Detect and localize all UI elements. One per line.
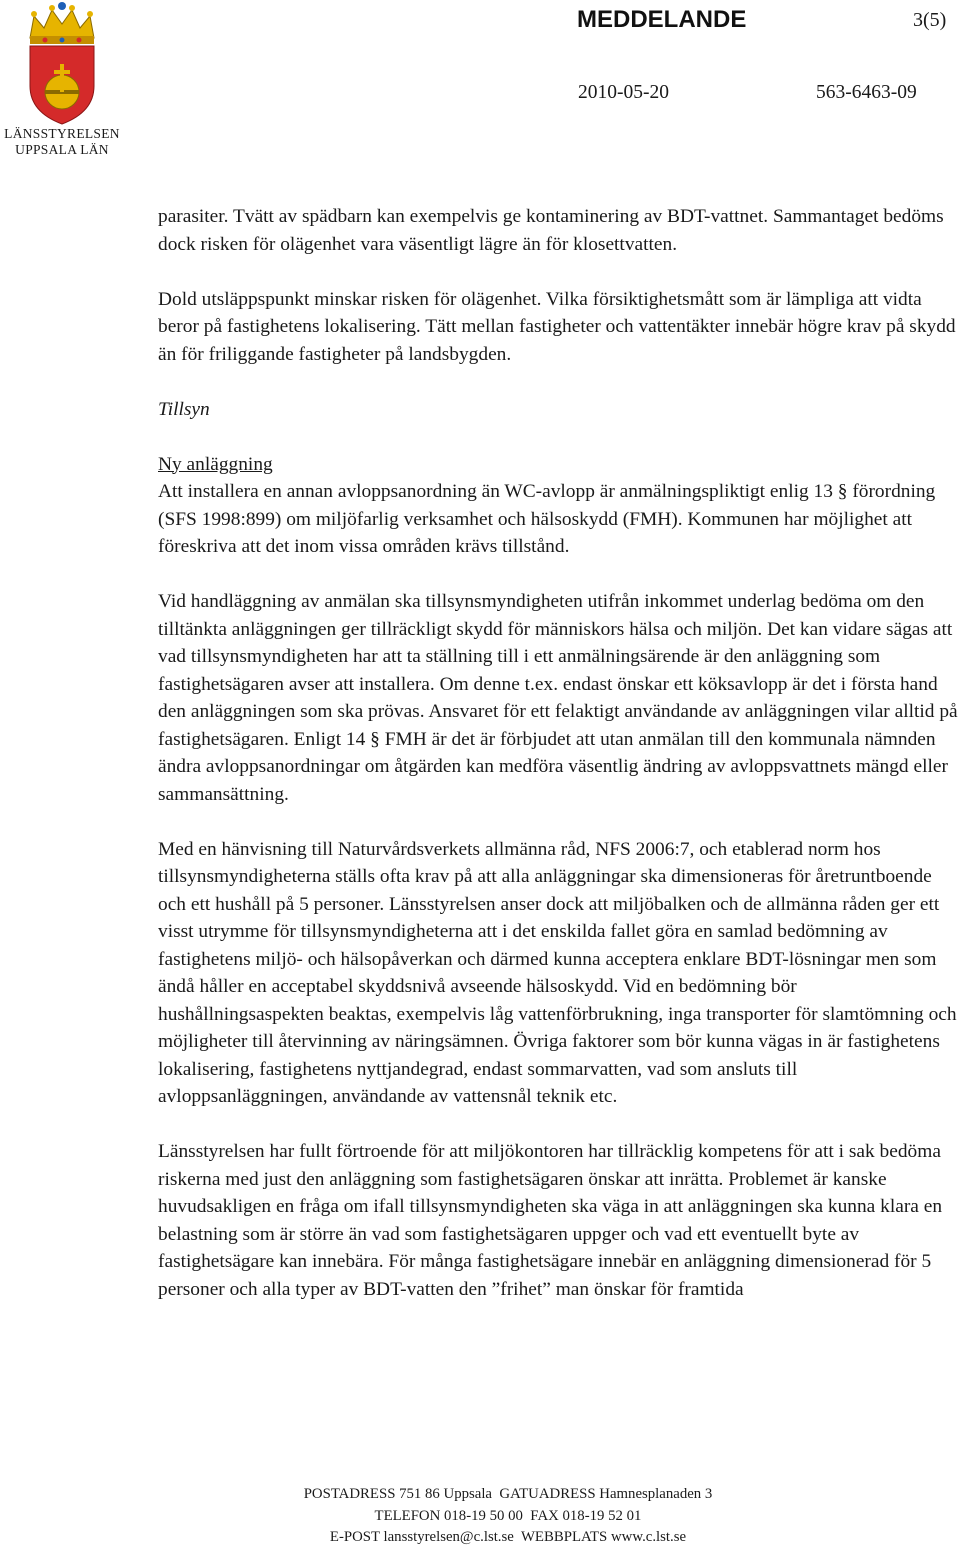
subsection-heading-ny-anlaggning: Ny anläggning <box>158 453 273 475</box>
document-date: 2010-05-20 <box>578 82 669 103</box>
section-heading-tillsyn: Tillsyn <box>158 398 210 420</box>
org-name-line1: LÄNSSTYRELSEN <box>4 126 120 141</box>
county-coat-of-arms-icon <box>0 0 124 125</box>
footer-email-web: E-POST lansstyrelsen@c.lst.se WEBBPLATS www.c.lst.se <box>329 1529 687 1545</box>
footer-phone: TELEFON 018-19 50 00 FAX 018-19 52 01 <box>374 1507 642 1524</box>
footer-address: POSTADRESS 751 86 Uppsala GATUADRESS Hamnesplanaden 3 <box>303 1486 713 1502</box>
document-type: MEDDELANDE <box>577 6 747 33</box>
paragraph: Vid handläggning av anmälan ska tillsynsmyndigheten utifrån inkommet underlag bedöma om den tilltänkta anläggningen ger tillräckligt skydd för människors hälsa och miljön. Det kan vidare sägas att vad tillsynsmyndigheten har att ta ställning till i ett anmälningsärende är den anläggning som fastighetsägaren avser att installera. Om denne t.ex. endast önskar ett köksavlopp är det i första hand den anläggningen som ska prövas. Ansvaret för ett felaktigt användande av anläggningen vilar alltid på fastighetsägaren. Enligt 14 § FMH är det är förbjudet att utan anmälan till den kommunala nämnden ändra avloppsanordningar om åtgärden kan medföra väsentlig ändring av avloppsvattnets mängd eller sammansättning. <box>158 591 958 805</box>
paragraph: Dold utsläppspunkt minskar risken för olägenhet. Vilka försiktighetsmått som är lämpliga att vidta beror på fastighetens lokalisering. Tätt mellan fastigheter och vattentäkter innebär högre krav på skydd än för friliggande fastigheter på landsbygden. <box>158 288 956 365</box>
paragraph: Med en hänvisning till Naturvårdsverkets allmänna råd, NFS 2006:7, och etablerad norm hos tillsynsmyndigheterna ställs ofta krav på att alla anläggningar ska dimensioneras för åretruntboende och ett hushåll på 5 personer. Länsstyrelsen anser dock att miljöbalken och de allmänna råden ger ett visst utrymme för tillsynsmyndigheterna att i det enskilda fallet göra en samlad bedömning av fastighetens miljö- och hälsopåverkan och därmed kunna acceptera enklare BDT-lösningar men som ändå håller en acceptabel skyddsnivå avseende hälsoskydd. Vid en bedömning bör hushållningsaspekten beaktas, exempelvis låg vattenförbrukning, inga transporter för slamtömning och möjligheter till återvinning av näringsämnen. Övriga faktorer som bör kunna vägas in är fastighetens lokalisering, fastighetens nyttjandegrad, endast sommarvatten, vad som ansluts till avloppsanläggningen, användande av vattensnål teknik etc. <box>158 838 957 1107</box>
agency-logo <box>0 0 124 160</box>
page-footer <box>0 1484 960 1549</box>
paragraph: Att installera en annan avloppsanordning än WC-avlopp är anmälningspliktigt enlig 13 § förordning (SFS 1998:899) om miljöfarlig verksamhet och hälsoskydd (FMH). Kommunen har möjlighet att föreskriva att det inom vissa områden krävs tillstånd. <box>158 481 936 557</box>
org-name-line2: UPPSALA LÄN <box>15 142 109 157</box>
paragraph: Länsstyrelsen har fullt förtroende för att miljökontoren har tillräcklig kompetens för att i sak bedöma riskerna med just den anläggning som fastighetsägaren önskar att inrätta. Problemet är kanske huvudsakligen en fråga om ifall tillsynsmyndigheten ska väga in att anläggningen ska kunna klara en belastning som är större än vad som fastighetsägaren uppger och vad ett eventuellt byte av fastighetsägare kan innebära. För många fastighetsägare innebär en anläggning dimensionerad för 5 personer och alla typer av BDT-vatten den ”frihet” man önskar för framtida <box>158 1141 943 1300</box>
document-body <box>158 203 960 1303</box>
paragraph: parasiter. Tvätt av spädbarn kan exempelvis ge kontaminering av BDT-vattnet. Sammantaget bedöms dock risken för olägenhet vara väsentligt lägre än för klosettvatten. <box>158 206 944 255</box>
page-number: 3(5) <box>913 9 947 31</box>
document-reference: 563-6463-09 <box>816 82 917 103</box>
